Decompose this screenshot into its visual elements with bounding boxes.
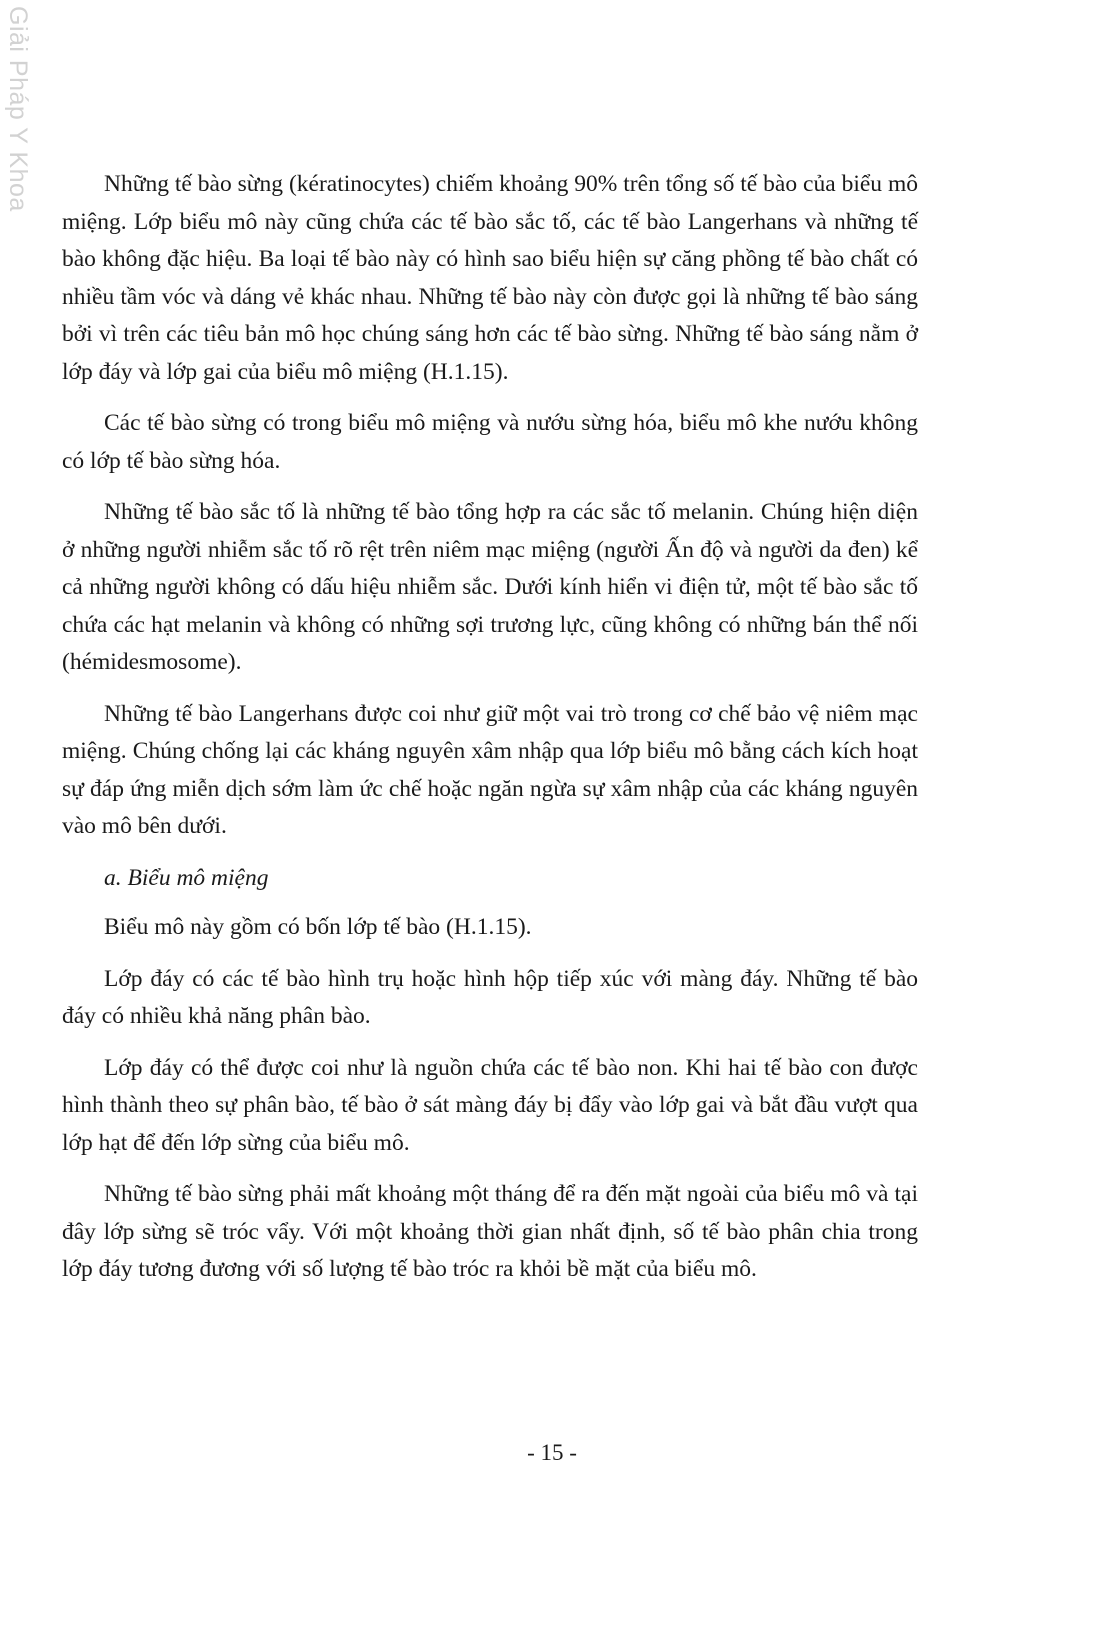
paragraph-stem-cells: Lớp đáy có thể được coi như là nguồn chứa các tế bào non. Khi hai tế bào con được hình thành theo sự phân bào, tế bào ở sát màng đáy bị đẩy vào lớp gai và bắt đầu vượt qua lớp hạt để đến lớp sừng của biểu mô. xyxy=(62,1054,918,1156)
paragraph-keratinized: Các tế bào sừng có trong biểu mô miệng và nướu sừng hóa, biểu mô khe nướu không có lớp tế bào sừng hóa. xyxy=(62,410,918,474)
paragraph-keratinocytes: Những tế bào sừng (kératinocytes) chiếm khoảng 90% trên tổng số tế bào của biểu mô miệng. Lớp biểu mô này cũng chứa các tế bào sắc tố, các tế bào Langerhans và những tế bào không đặc hiệu. Ba loại tế bào này có hình sao biểu hiện sự căng phồng tế bào chất có nhiều tầm vóc và dáng vẻ khác nhau. Những tế bào này còn được gọi là những tế bào sáng bởi vì trên các tiêu bản mô học chúng sáng hơn các tế bào sừng. Những tế bào sáng nằm ở lớp đáy và lớp gai của biểu mô miệng (H.1.15). xyxy=(62,171,918,385)
page-body xyxy=(62,166,918,1303)
section-heading: a. Biểu mô miệng xyxy=(104,864,269,891)
paragraph-langerhans: Những tế bào Langerhans được coi như giữ một vai trò trong cơ chế bảo vệ niêm mạc miệng. Chúng chống lại các kháng nguyên xâm nhập qua lớp biểu mô bằng cách kích hoạt sự đáp ứng miễn dịch sớm làm ức chế hoặc ngăn ngừa sự xâm nhập của các kháng nguyên vào mô bên dưới. xyxy=(62,700,918,839)
watermark-text: Giải Pháp Y Khoa xyxy=(4,6,32,212)
watermark xyxy=(2,4,36,214)
paragraph-turnover: Những tế bào sừng phải mất khoảng một tháng để ra đến mặt ngoài của biểu mô và tại đây lớp sừng sẽ tróc vẩy. Với một khoảng thời gian nhất định, số tế bào phân chia trong lớp đáy tương đương với số lượng tế bào tróc ra khỏi bề mặt của biểu mô. xyxy=(62,1181,918,1282)
paragraph-four-layers: Biểu mô này gồm có bốn lớp tế bào (H.1.15). xyxy=(104,914,532,940)
paragraph-basal-layer: Lớp đáy có các tế bào hình trụ hoặc hình hộp tiếp xúc với màng đáy. Những tế bào đáy có nhiều khả năng phân bào. xyxy=(62,965,918,1029)
page-number: - 15 - xyxy=(527,1440,577,1465)
paragraph-melanocytes: Những tế bào sắc tố là những tế bào tổng hợp ra các sắc tố melanin. Chúng hiện diện ở những người nhiễm sắc tố rõ rệt trên niêm mạc miệng (người Ấn độ và người da đen) kể cả những người không có dấu hiệu nhiễm sắc. Dưới kính hiển vi điện tử, một tế bào sắc tố chứa các hạt melanin và không có những sợi trương lực, cũng không có những bán thể nối (hémidesmosome). xyxy=(62,499,918,675)
